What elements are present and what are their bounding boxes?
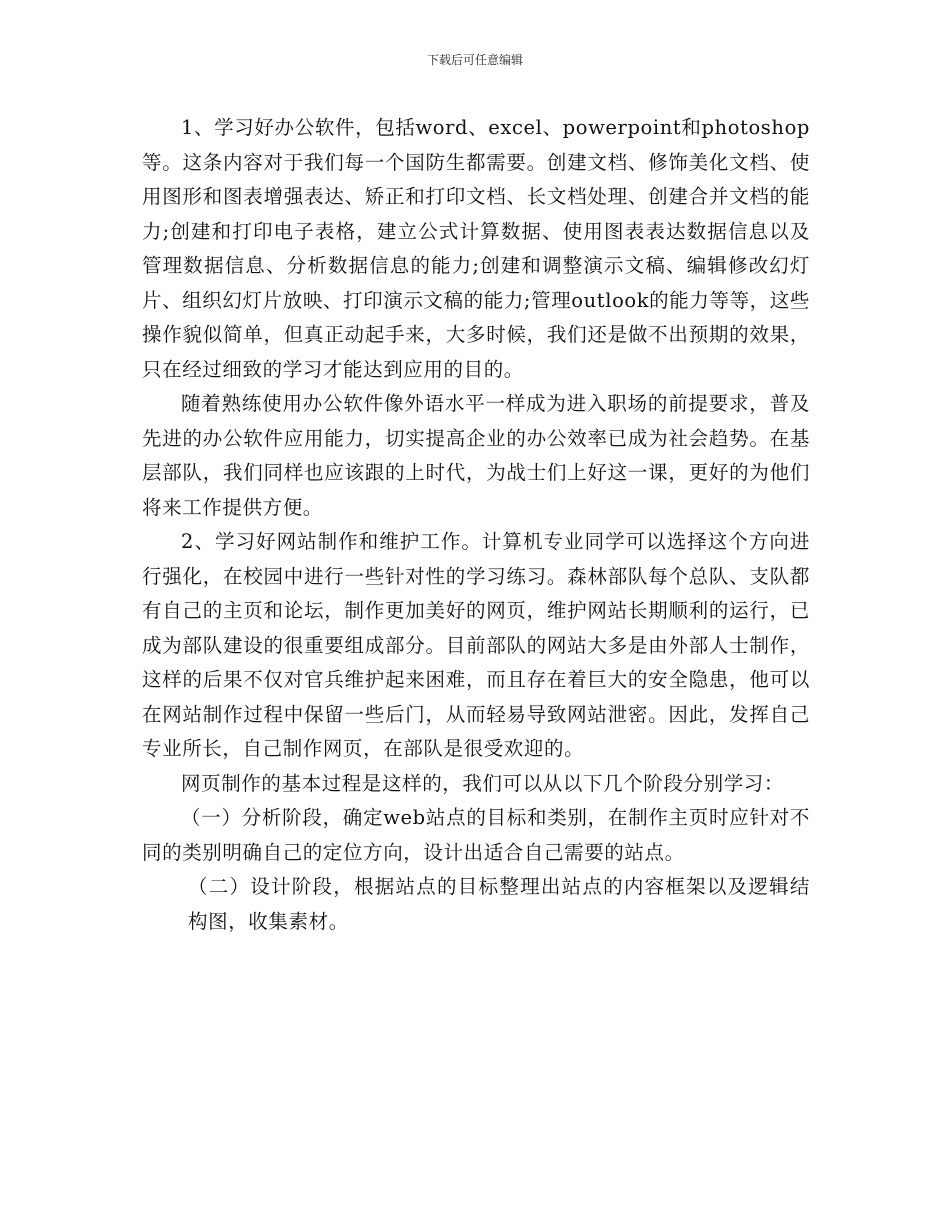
paragraph-design-stage: （二）设计阶段，根据站点的目标整理出站点的内容框架以及逻辑结构图，收集素材。 (188, 875, 810, 933)
page-header: 下载后可任意编辑 (426, 53, 523, 67)
paragraph-office-trend: 随着熟练使用办公软件像外语水平一样成为进入职场的前提要求，普及先进的办公软件应用能力，切实提高企业的办公效率已成为社会趋势。在基层部队，我们同样也应该跟的上时代，为战士们上好这一课，更好的为他们将来工作提供方便。 (142, 392, 810, 519)
document-body (142, 111, 810, 939)
paragraph-analysis-stage: （一）分析阶段，确定web站点的目标和类别，在制作主页时应针对不同的类别明确自己的定位方向，设计出适合自己需要的站点。 (142, 806, 810, 864)
paragraph-website-maintenance: 2、学习好网站制作和维护工作。计算机专业同学可以选择这个方向进行强化，在校园中进行一些针对性的学习练习。森林部队每个总队、支队都有自己的主页和论坛，制作更加美好的网页，维护网站长期顺利的运行，已成为部队建设的很重要组成部分。目前部队的网站大多是由外部人士制作，这样的后果不仅对官兵维护起来困难，而且存在着巨大的安全隐患，他可以在网站制作过程中保留一些后门，从而轻易导致网站泄密。因此，发挥自己专业所长，自己制作网页，在部队是很受欢迎的。 (142, 530, 810, 760)
paragraph-webpage-process: 网页制作的基本过程是这样的，我们可以从以下几个阶段分别学习： (181, 771, 785, 795)
paragraph-office-software: 1、学习好办公软件，包括word、excel、powerpoint和photoshop等。这条内容对于我们每一个国防生都需要。创建文档、修饰美化文档、使用图形和图表增强表达、矫正和打印文档、长文档处理、创建合并文档的能力;创建和打印电子表格，建立公式计算数据、使用图表表达数据信息以及管理数据信息、分析数据信息的能力;创建和调整演示文稿、编辑修改幻灯片、组织幻灯片放映、打印演示文稿的能力;管理outlook的能力等等，这些操作貌似简单，但真正动起手来，大多时候，我们还是做不出预期的效果，只在经过细致的学习才能达到应用的目的。 (142, 116, 810, 381)
